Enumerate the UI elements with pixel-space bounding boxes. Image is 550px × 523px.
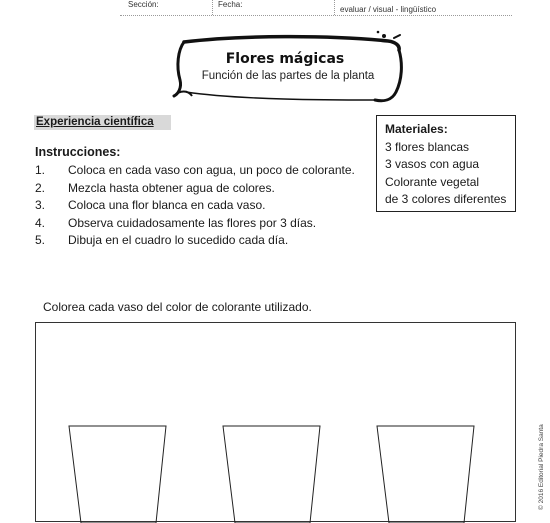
instructions-heading: Instrucciones: bbox=[35, 145, 121, 159]
page-subtitle: Función de las partes de la planta bbox=[201, 70, 375, 82]
vases-illustration bbox=[36, 323, 515, 523]
skills-text: evaluar / visual - lingüístico bbox=[340, 5, 437, 14]
step-number: 2. bbox=[35, 180, 46, 195]
coloring-instruction: Colorea cada vaso del color de colorante utilizado. bbox=[43, 300, 312, 314]
section-label bbox=[34, 115, 171, 130]
step-number: 5. bbox=[35, 233, 46, 247]
step-number: 3. bbox=[35, 198, 46, 212]
materials-item: 3 vasos con agua bbox=[385, 157, 480, 171]
vase-1[interactable] bbox=[69, 426, 166, 523]
date-field-label: Fecha: bbox=[218, 0, 243, 9]
header-separator bbox=[212, 0, 213, 15]
vase-2[interactable] bbox=[223, 426, 320, 523]
materials-box bbox=[376, 115, 516, 212]
step-number: 1. bbox=[35, 163, 46, 177]
title-ribbon-decoration bbox=[170, 28, 410, 108]
copyright-text: © 2016 Editorial Piedra Santa bbox=[538, 424, 545, 510]
step-text: Dibuja en el cuadro lo sucedido cada día. bbox=[68, 233, 289, 247]
title-banner bbox=[170, 28, 410, 108]
step-text: Coloca una flor blanca en cada vaso. bbox=[68, 198, 266, 212]
step-text: Coloca en cada vaso con agua, un poco de colorante. bbox=[68, 163, 355, 177]
section-field-label: Sección: bbox=[128, 0, 159, 9]
header-separator bbox=[334, 0, 335, 15]
vase-3[interactable] bbox=[377, 426, 474, 523]
header-underline bbox=[120, 15, 512, 16]
materials-title: Materiales: bbox=[385, 122, 448, 136]
copyright-notice bbox=[538, 380, 546, 510]
materials-item: de 3 colores diferentes bbox=[385, 192, 507, 206]
drawing-area[interactable] bbox=[35, 322, 516, 522]
step-number: 4. bbox=[35, 215, 46, 230]
step-text: Mezcla hasta obtener agua de colores. bbox=[68, 180, 275, 195]
page-title: Flores mágicas bbox=[225, 51, 345, 67]
section-label-text: Experiencia científica bbox=[36, 116, 154, 128]
materials-item: Colorante vegetal bbox=[385, 174, 480, 189]
step-text: Observa cuidadosamente las flores por 3 días. bbox=[68, 215, 317, 230]
header-strip bbox=[0, 0, 550, 16]
materials-item: 3 flores blancas bbox=[385, 139, 470, 154]
